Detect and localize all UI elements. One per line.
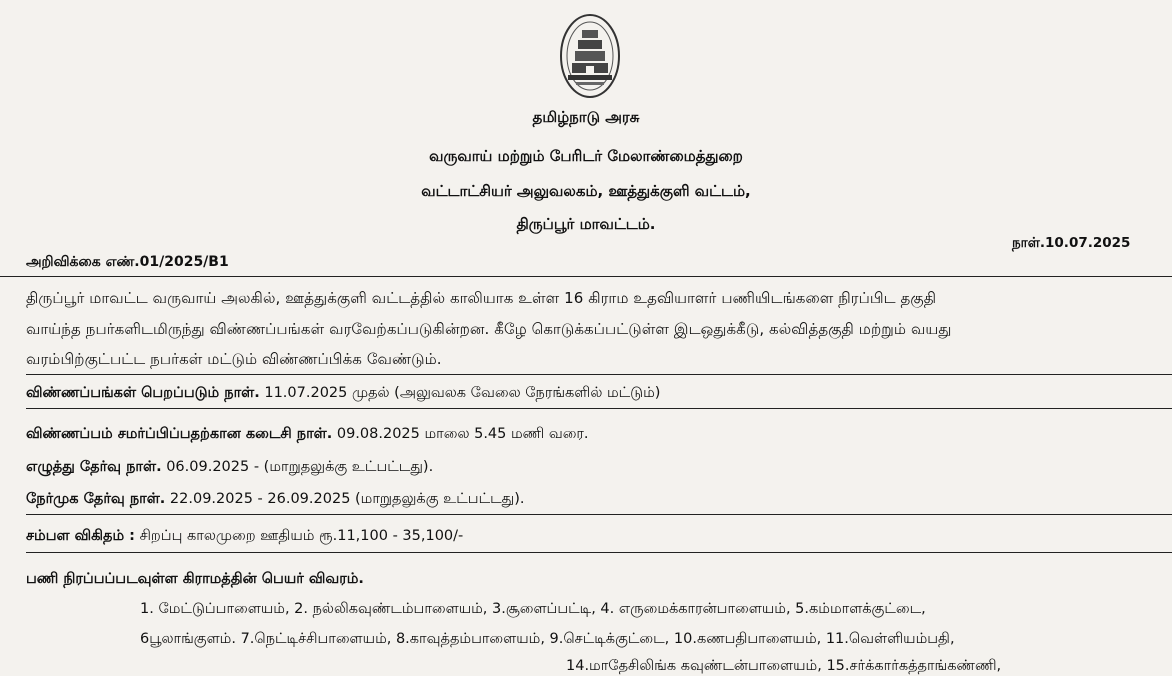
- notice-date: நாள்.10.07.2025: [1012, 235, 1131, 251]
- application-start-row: [26, 385, 660, 403]
- salary-label: சம்பள விகிதம் :: [26, 528, 135, 544]
- divider-5: [26, 552, 1172, 553]
- government-name: தமிழ்நாடு அரசு: [532, 108, 640, 126]
- interview-label: நேர்முக தேர்வு நாள்.: [26, 491, 166, 507]
- divider-3: [26, 408, 1172, 409]
- divider-1: [0, 276, 1172, 277]
- last-date-label: விண்ணப்பம் சமர்ப்பிப்பதற்கான கடைசி நாள்.: [26, 426, 333, 442]
- intro-line-2: வாய்ந்த நபர்களிடமிருந்து விண்ணப்பங்கள் வரவேற்கப்படுகின்றன. கீழே கொடுக்கப்பட்டுள்ள இடஒதுக்கீடு, கல்வித்தகுதி மற்றும் வயது: [26, 320, 952, 338]
- office-name: வட்டாட்சியர் அலுவலகம், ஊத்துக்குளி வட்டம்,: [421, 182, 751, 200]
- villages-heading: பணி நிரப்பப்படவுள்ள கிராமத்தின் பெயர் விவரம்.: [26, 571, 364, 587]
- last-date-value: 09.08.2025 மாலை 5.45 மணி வரை.: [336, 426, 589, 442]
- intro-line-3: வரம்பிற்குட்பட்ட நபர்கள் மட்டும் விண்ணப்பிக்க வேண்டும்.: [26, 350, 442, 368]
- salary-value: சிறப்பு காலமுறை ஊதியம் ரூ.11,100 - 35,100/-: [139, 528, 464, 544]
- intro-line-1: திருப்பூர் மாவட்ட வருவாய் அலகில், ஊத்துக்குளி வட்டத்தில் காலியாக உள்ள 16 கிராம உதவியாளர் பணியிடங்களை நிரப்பிட தகுதி: [26, 289, 937, 307]
- last-date-row: [26, 426, 589, 444]
- divider-2: [26, 374, 1172, 375]
- tamil-nadu-emblem-icon: [558, 12, 622, 100]
- application-start-value: 11.07.2025 முதல் (அலுவலக வேலை நேரங்களில் மட்டும்): [264, 385, 661, 401]
- villages-line-3: 14.மாதேசிலிங்க கவுண்டன்பாளையம், 15.சர்க்கார்கத்தாங்கண்ணி,: [566, 658, 1002, 674]
- interview-row: [26, 491, 525, 509]
- department-name: வருவாய் மற்றும் பேரிடர் மேலாண்மைத்துறை: [429, 147, 743, 165]
- villages-line-1: 1. மேட்டுப்பாளையம், 2. நல்லிகவுண்டம்பாளையம், 3.சூளைப்பட்டி, 4. எருமைக்காரன்பாளையம், 5.கம்மாளக்குட்டை,: [140, 601, 926, 617]
- written-exam-row: [26, 459, 433, 477]
- salary-row: [26, 528, 463, 546]
- villages-line-2: 6பூலாங்குளம். 7.நெட்டிச்சிபாளையம், 8.காவுத்தம்பாளையம், 9.செட்டிக்குட்டை, 10.கணபதிபாளையம், 11.வெள்ளியம்பதி,: [140, 631, 955, 647]
- written-exam-label: எழுத்து தேர்வு நாள்.: [26, 459, 162, 475]
- interview-value: 22.09.2025 - 26.09.2025 (மாறுதலுக்கு உட்பட்டது).: [169, 491, 525, 507]
- divider-4: [26, 514, 1172, 515]
- application-start-label: விண்ணப்பங்கள் பெறப்படும் நாள்.: [26, 385, 260, 401]
- notice-number: அறிவிக்கை எண்.01/2025/B1: [26, 254, 229, 270]
- district-name: திருப்பூர் மாவட்டம்.: [516, 215, 656, 233]
- written-exam-value: 06.09.2025 - (மாறுதலுக்கு உட்பட்டது).: [166, 459, 434, 475]
